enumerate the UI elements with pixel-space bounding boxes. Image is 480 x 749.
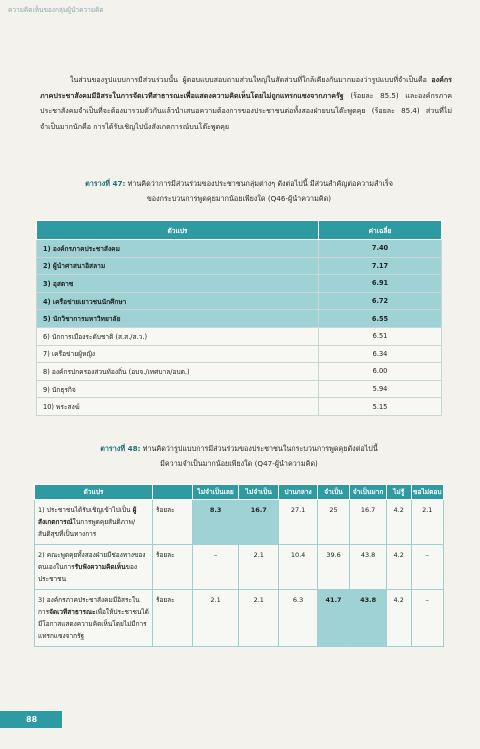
row-value: 7.17 [319,257,442,275]
row-unit: ร้อยละ [152,500,192,545]
row-label: 3) อุสตาซ [37,275,319,293]
row-variable: 3) องค์กรภาคประชาสังคมมีอิสระในการจัดเวทีสาธารณะเพื่อให้ประชาชนได้มีโอกาสแสดงความคิดเห็นโดยไม่มีการแทรกแซงจากรัฐ [35,590,153,647]
intro-bold-text: องค์กรภาคประชาสังคมมีอิสระในการจัดเวทีสาธารณะเพื่อแสดงความคิดเห็นโดยไม่ถูกแทรกแซงจากภาครัฐ [40,75,452,100]
table48-caption-line2: มีความจำเป็นมากน้อยเพียงใด (Q47-ผู้นำความคิด) [160,459,318,468]
cell: 43.8 [350,545,386,590]
table47 [36,220,442,416]
row-label: 9) นักธุรกิจ [37,380,319,398]
cell: 10.4 [279,545,317,590]
cell: 25 [317,500,350,545]
row-value: 6.91 [319,275,442,293]
table48-col-not-needed-at-all: ไม่จำเป็นเลย [193,485,239,500]
cell: 39.6 [317,545,350,590]
table48-col-not-needed: ไม่จำเป็น [239,485,279,500]
table-row [35,590,444,647]
row-value: 5.15 [319,398,442,416]
row-unit: ร้อยละ [152,545,192,590]
cell: – [411,590,443,647]
intro-text-1: ในส่วนของรูปแบบการมีส่วนร่วมนั้น ผู้ตอบแบบสอบถามส่วนใหญ่ในสัดส่วนที่ใกล้เคียงกันมากมองว่ารูปแบบที่จำเป็นคือ [70,75,432,84]
table-row [37,310,442,328]
table-row [37,275,442,293]
cell: 4.2 [386,500,411,545]
cell: 41.7 [317,590,350,647]
table-row [35,545,444,590]
table48-col-no-answer: ขอไม่ตอบ [411,485,443,500]
row-label: 2) ผู้นำศาสนาอิสลาม [37,257,319,275]
table-row [35,500,444,545]
table48-col-variable: ตัวแปร [35,485,153,500]
row-unit: ร้อยละ [152,590,192,647]
intro-paragraph [40,72,452,134]
table47-caption-line1: ท่านคิดว่าการมีส่วนร่วมของประชาชนกลุ่มต่างๆ ดังต่อไปนี้ มีส่วนสำคัญต่อความสำเร็จ [125,179,393,188]
table48-col-unit [152,485,192,500]
row-value: 7.40 [319,240,442,258]
row-label: 4) เครือข่ายเยาวชนนักศึกษา [37,292,319,310]
cell: 4.2 [386,590,411,647]
table48-caption-line1: ท่านคิดว่ารูปแบบการมีส่วนร่วมของประชาชนในกระบวนการพูดคุยดังต่อไปนี้ [140,444,378,453]
row-label: 6) นักการเมืองระดับชาติ (ส.ส./ส.ว.) [37,327,319,345]
table48-col-moderate: ปานกลาง [279,485,317,500]
table-row [37,345,442,363]
row-value: 5.94 [319,380,442,398]
table47-caption-line2: ของกระบวนการพูดคุยมากน้อยเพียงใด (Q46-ผู้นำความคิด) [146,194,332,203]
table48 [34,484,444,647]
table48-col-very-needed: จำเป็นมาก [350,485,386,500]
table-row [37,398,442,416]
table48-col-needed: จำเป็น [317,485,350,500]
row-value: 6.55 [319,310,442,328]
cell: 43.8 [350,590,386,647]
cell: 4.2 [386,545,411,590]
cell: 6.3 [279,590,317,647]
cell: 8.3 [193,500,239,545]
cell: – [193,545,239,590]
row-label: 7) เครือข่ายผู้หญิง [37,345,319,363]
row-variable: 2) คณะพูดคุยทั้งสองฝ่ายมีช่องทางของตนเองในการรับฟังความคิดเห็นของประชาชน [35,545,153,590]
row-label: 8) องค์กรปกครองส่วนท้องถิ่น (อบจ./เทศบาล/อบต.) [37,363,319,381]
table47-caption [36,176,442,206]
row-value: 6.51 [319,327,442,345]
running-header: ความคิดเห็นของกลุ่มผู้นำความคิด [8,6,104,14]
table47-header-row [37,221,442,240]
page-number: 88 [0,711,62,728]
cell: 2.1 [411,500,443,545]
cell: 2.1 [239,545,279,590]
cell: 27.1 [279,500,317,545]
cell: 16.7 [350,500,386,545]
table48-label: ตารางที่ 48: [100,444,141,453]
table-row [37,292,442,310]
row-value: 6.34 [319,345,442,363]
row-variable: 1) ประชาชนได้รับเชิญเข้าไปเป็น ผู้สังเกตการณ์ในการพูดคุยสันติภาพ/สันติสุขที่เป็นทางการ [35,500,153,545]
cell: 2.1 [239,590,279,647]
table-row [37,363,442,381]
cell: – [411,545,443,590]
table48-header-row [35,485,444,500]
table48-caption [36,441,442,471]
cell: 2.1 [193,590,239,647]
table47-label: ตารางที่ 47: [85,179,126,188]
cell: 16.7 [239,500,279,545]
row-label: 1) องค์กรภาคประชาสังคม [37,240,319,258]
table-row [37,240,442,258]
table47-col-mean: ค่าเฉลี่ย [319,221,442,240]
row-label: 5) นักวิชาการมหาวิทยาลัย [37,310,319,328]
row-value: 6.00 [319,363,442,381]
table48-col-dont-know: ไม่รู้ [386,485,411,500]
table-row [37,380,442,398]
row-value: 6.72 [319,292,442,310]
row-label: 10) พระสงฆ์ [37,398,319,416]
intro-text-2: (ร้อยละ 85.5) และองค์กรภาคประชาสังคมจำเป็นที่จะต้องมารวมตัวกันแล้วนำเสนอความต้องการของประชาชนต่อทั้งสองฝ่ายบนโต๊ะพูดคุย (ร้อยละ 85.4) ส่วนที่ไม่จำเป็นมากนักคือ การได้รับเชิญไปนั่งสังเกตการณ์บนโต๊ะพูดคุย [40,90,452,131]
table-row [37,257,442,275]
table47-col-variable: ตัวแปร [37,221,319,240]
table-row [37,327,442,345]
